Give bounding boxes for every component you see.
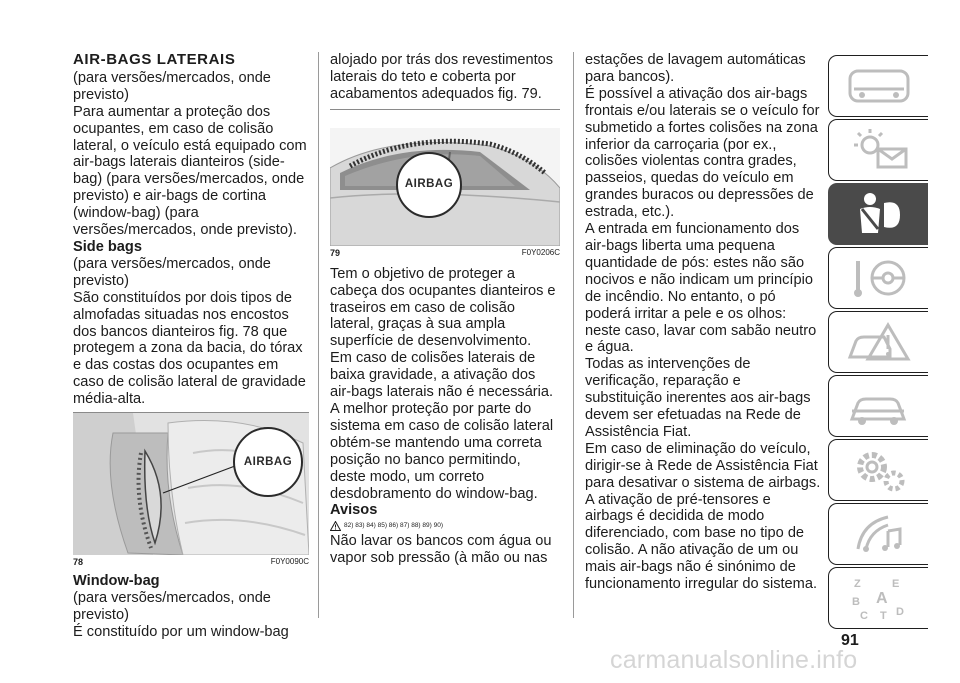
tab-index[interactable] <box>828 567 928 629</box>
seat-side-bag-illustration <box>73 413 309 555</box>
figure-number: 79 <box>330 247 341 258</box>
paragraph: (para versões/mercados, onde previsto) <box>73 589 271 623</box>
tab-warning-lights[interactable] <box>828 119 928 181</box>
tab-car-dashboard[interactable] <box>828 55 928 117</box>
index-letter: D <box>895 606 904 618</box>
airbag-label-badge: AIRBAG <box>396 152 462 218</box>
paragraph: Para aumentar a proteção dos ocupantes, em caso de colisão lateral, o veículo está equipado com air-bags laterais dianteiros (side-bag) (para versões/mercados, onde previsto) e air-bags de cortina (window-bag) (para versões/mercados, onde previsto). <box>73 103 307 239</box>
paragraph: São constituídos por dois tipos de almofadas situadas nos encostos dos bancos dianteiros fig. 78 que protegem a zona da bacia, do tórax e das costas dos ocupantes em caso de colisão lateral de gravidade média-alta. <box>73 289 306 408</box>
paragraph: É possível a ativação dos air-bags frontais e/ou laterais se o veículo for submetido a fortes colisões na zona inferior da carroçaria (por ex., colisões violentas contra grades, passeios, quedas do veículo em grandes buracos ou depressões de estrada, etc.). <box>585 85 820 221</box>
watermark: carmanualsonline.info <box>610 646 858 674</box>
paragraph: A melhor proteção por parte do sistema em caso de colisão lateral obtém-se mantendo uma correta posição no banco permitindo, deste modo, um correto desdobramento do window-bag. <box>330 400 554 502</box>
paragraph: A ativação de pré-tensores e airbags é decidida de modo diferenciado, com base no tipo de colisão. A não ativação de um ou mais air-bags não é sinónimo de funcionamento irregular do sistema. <box>585 491 817 593</box>
chapter-tabs <box>828 55 928 631</box>
car-dashboard-icon <box>844 61 914 111</box>
column-1 <box>73 52 309 641</box>
index-letter: B <box>851 596 860 608</box>
subsection-title: Avisos <box>330 502 378 519</box>
figure-caption <box>330 246 560 258</box>
warning-triangle-icon <box>330 521 341 531</box>
tab-technical-data[interactable] <box>828 439 928 501</box>
column-divider <box>573 52 574 618</box>
column-3 <box>585 52 821 593</box>
index-icon <box>844 573 914 623</box>
seatbelt-airbag-icon <box>844 189 914 239</box>
paragraph: Não lavar os bancos com água ou vapor sob pressão (à mão ou nas <box>330 533 552 567</box>
figure-number: 78 <box>73 557 84 568</box>
figure-code: F0Y0206C <box>521 247 560 257</box>
airbag-label-badge: AIRBAG <box>233 427 303 497</box>
paragraph: Em caso de colisões laterais de baixa gravidade, a ativação dos air-bags laterais não é necessária. <box>330 350 554 401</box>
figure-rule <box>330 109 560 110</box>
paragraph: alojado por trás dos revestimentos laterais do teto e coberta por acabamentos adequados fig. 79. <box>330 52 554 102</box>
paragraph: estações de lavagem automáticas para bancos). <box>585 52 806 85</box>
index-letter: C <box>859 610 868 622</box>
figure-code: F0Y0090C <box>270 557 309 567</box>
paragraph: É constituído por um window-bag <box>73 623 289 640</box>
key-steering-wheel-icon <box>844 253 914 303</box>
car-breakdown-icon <box>844 317 914 367</box>
tab-car-breakdown[interactable] <box>828 311 928 373</box>
technical-data-icon <box>844 445 914 495</box>
page-number: 91 <box>841 632 859 649</box>
warnings-row <box>330 519 560 533</box>
column-2 <box>330 52 560 567</box>
column-divider <box>318 52 319 618</box>
warning-lights-icon <box>844 125 914 175</box>
index-letter: Z <box>853 578 861 590</box>
warning-references: 82) 83) 84) 85) 86) 87) 88) 89) 90) <box>344 522 443 530</box>
tab-car-maintenance[interactable] <box>828 375 928 437</box>
section-title: AIR-BAGS LATERAIS <box>73 51 236 68</box>
figure-caption <box>73 555 309 567</box>
index-letter: T <box>879 610 887 622</box>
multimedia-icon <box>844 509 914 559</box>
subsection-title: Side bags <box>73 238 142 255</box>
car-maintenance-icon <box>844 381 914 431</box>
paragraph: Tem o objetivo de proteger a cabeça dos ocupantes dianteiros e traseiros em caso de colisão lateral, graças à sua ampla superfície de desenvolvimento. <box>330 265 556 350</box>
index-letter: E <box>891 578 899 590</box>
paragraph: (para versões/mercados, onde previsto) <box>73 69 271 103</box>
paragraph: Em caso de eliminação do veículo, dirigir-se à Rede de Assistência Fiat para desativar o sistema de airbags. <box>585 440 821 491</box>
window-bag-illustration <box>330 128 560 246</box>
tab-key-steering-wheel[interactable] <box>828 247 928 309</box>
index-letter: A <box>875 590 888 607</box>
subsection-title: Window-bag <box>73 573 160 590</box>
paragraph: (para versões/mercados, onde previsto) <box>73 255 271 289</box>
paragraph: Todas as intervenções de verificação, reparação e substituição inerentes aos air-bags devem ser efetuadas na Rede de Assistência Fiat. <box>585 356 811 440</box>
tab-seatbelt-airbag[interactable] <box>828 183 928 245</box>
tab-multimedia[interactable] <box>828 503 928 565</box>
figure-78 <box>73 412 309 567</box>
figure-79 <box>330 109 560 258</box>
paragraph: A entrada em funcionamento dos air-bags liberta uma pequena quantidade de pós: estes não são nocivos e não indicam um princípio de incêndio. No entanto, o pó poderá irritar a pele e os olhos: neste caso, lavar com sabão neutro e água. <box>585 221 817 356</box>
